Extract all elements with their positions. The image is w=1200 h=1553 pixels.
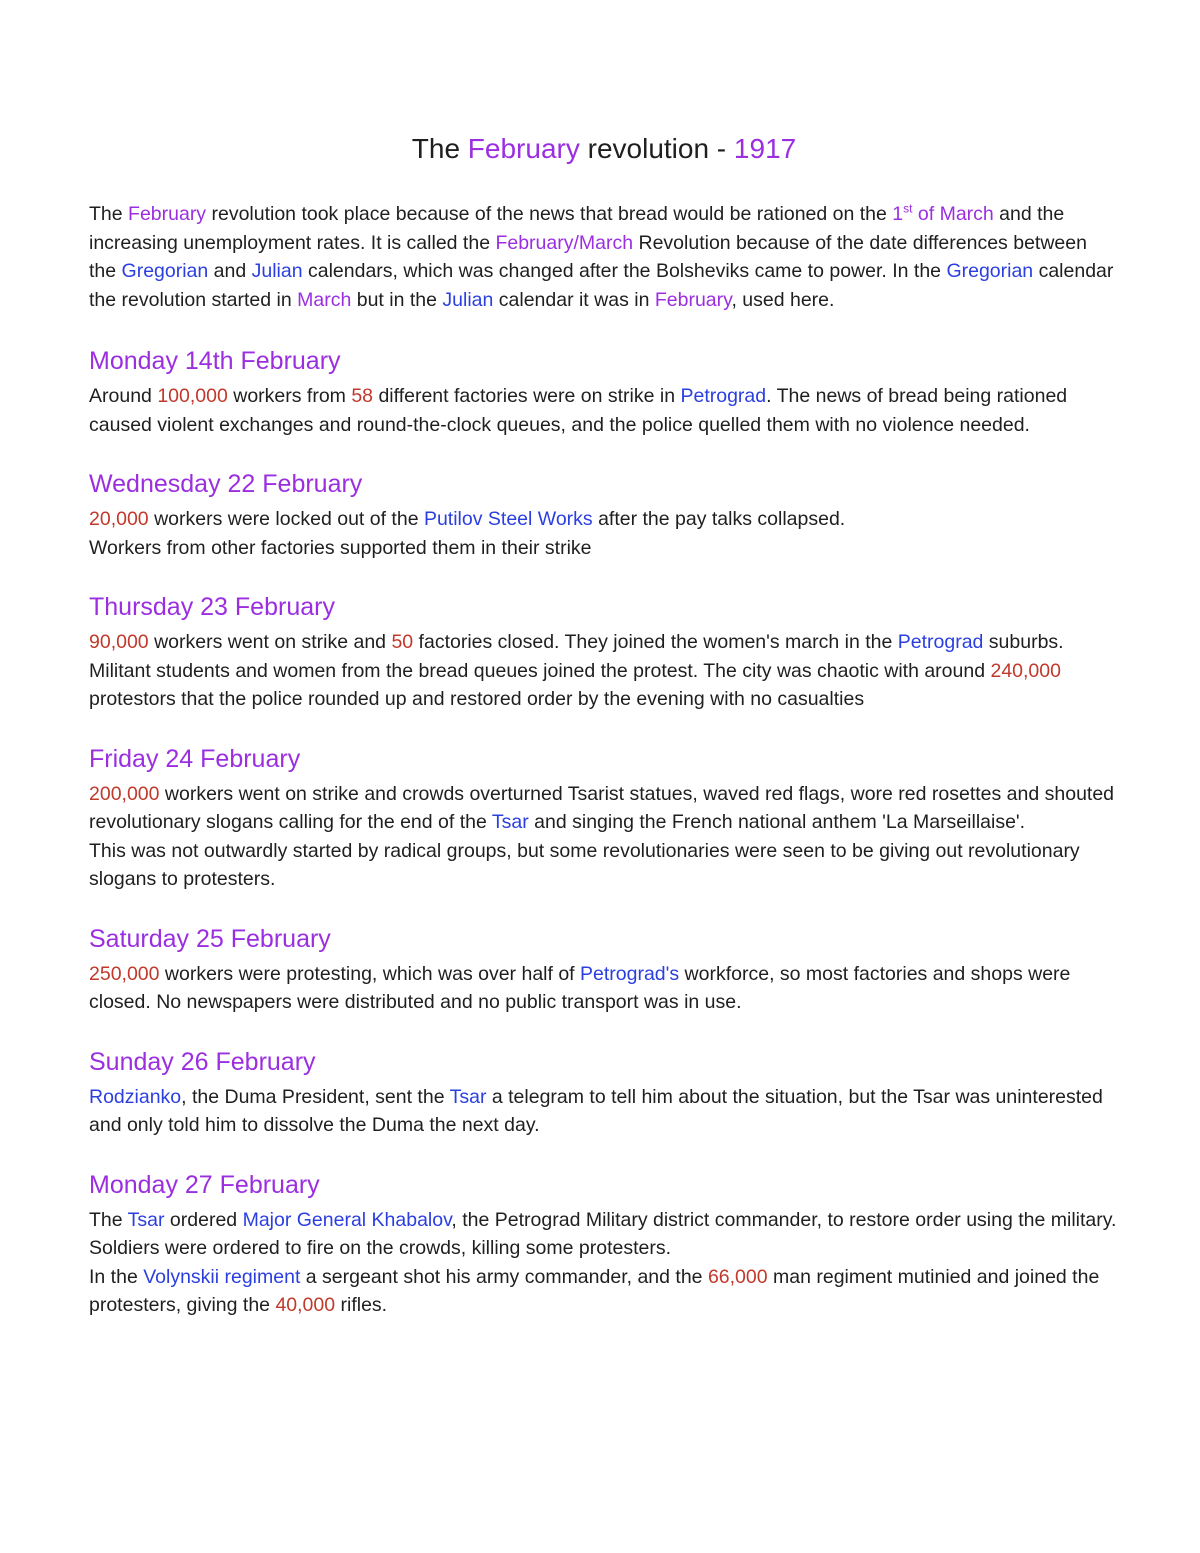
text-run: Julian	[442, 288, 494, 311]
text-run: and the increasing unemployment rates. It is called the	[89, 203, 1065, 254]
section-paragraph	[89, 505, 1119, 534]
text-run: a sergeant shot his army commander, and the	[300, 1265, 708, 1288]
text-run: 40,000	[275, 1294, 336, 1316]
text-run: Rodzianko	[89, 1085, 182, 1108]
text-run: 1917	[733, 133, 797, 164]
section-paragraph	[89, 628, 1119, 714]
section-paragraph	[89, 780, 1119, 837]
text-run: Putilov Steel Works	[423, 508, 593, 530]
text-run: 20,000	[89, 508, 149, 530]
timeline-section	[89, 922, 1119, 1017]
section-paragraph	[89, 1083, 1119, 1140]
text-run: The	[89, 203, 129, 225]
text-run: 240,000	[990, 659, 1061, 682]
text-run: of March	[912, 203, 994, 225]
section-heading: Wednesday 22 February	[89, 470, 363, 498]
text-run: workers went on strike and	[148, 631, 392, 653]
text-run: 250,000	[89, 962, 160, 985]
timeline-section	[89, 1045, 1119, 1140]
text-run: rifles.	[335, 1294, 388, 1316]
text-run: February	[128, 203, 207, 225]
text-run: workers were locked out of the	[148, 508, 424, 530]
text-run: Around	[89, 385, 158, 407]
text-run: workers went on strike and crowds overturned Tsarist statues, waved red flags, wore red rosettes and shouted revolutionary slogans calling for the end of the	[89, 782, 1115, 833]
text-run: 58	[351, 385, 374, 407]
text-run: Julian	[251, 260, 303, 282]
timeline-section	[89, 1168, 1119, 1320]
text-run: , used here.	[731, 288, 835, 311]
text-run: 90,000	[89, 631, 149, 653]
timeline-sections	[89, 344, 1119, 1320]
text-run: after the pay talks collapsed.	[592, 508, 846, 530]
text-run: workers from	[227, 385, 352, 407]
text-run: revolution -	[579, 133, 734, 164]
section-paragraph	[89, 382, 1119, 439]
text-run: calendars, which was changed after the Bolsheviks came to power. In the	[302, 260, 947, 282]
document-title	[89, 130, 1119, 168]
timeline-section	[89, 590, 1119, 714]
text-run: In the	[89, 1265, 144, 1288]
section-heading: Thursday 23 February	[89, 593, 335, 621]
text-run: 200,000	[89, 782, 160, 805]
text-run: 66,000	[707, 1265, 768, 1288]
text-run: ordered	[164, 1208, 243, 1231]
text-run: Workers from other factories supported them in their strike	[89, 536, 592, 559]
text-run: and	[208, 260, 252, 282]
timeline-section	[89, 467, 1119, 562]
section-paragraph	[89, 534, 1119, 563]
document-page	[89, 130, 1119, 1348]
section-heading: Monday 14th February	[89, 347, 341, 375]
text-run: Petrograd	[680, 385, 767, 407]
section-heading: Sunday 26 February	[89, 1047, 316, 1076]
text-run: February	[467, 133, 580, 164]
text-run: Major General Khabalov	[242, 1208, 452, 1231]
text-run: different factories were on strike in	[373, 385, 681, 407]
section-paragraph	[89, 837, 1119, 894]
text-run: 100,000	[157, 385, 228, 407]
text-run: Tsar	[491, 811, 529, 833]
text-run: Petrograd's	[580, 962, 680, 985]
text-run: factories closed. They joined the women's march in the	[413, 631, 898, 653]
text-run: 50	[391, 631, 414, 653]
text-run: Volynskii regiment	[143, 1265, 301, 1288]
text-run: st	[903, 201, 913, 216]
text-run: man regiment mutinied and joined the protesters, giving the	[89, 1265, 1100, 1316]
intro-paragraph	[89, 200, 1119, 314]
text-run: workers were protesting, which was over half of	[159, 962, 581, 985]
text-run: revolution took place because of the news that bread would be rationed on the	[206, 203, 893, 225]
section-paragraph	[89, 960, 1119, 1017]
text-run: suburbs. Militant students and women from the bread queues joined the protest. The city was chaotic with around	[89, 631, 1064, 682]
text-run: March	[297, 288, 352, 311]
text-run: February	[654, 288, 732, 311]
text-run: Petrograd	[897, 631, 984, 653]
text-run: calendar it was in	[493, 288, 655, 311]
section-paragraph	[89, 1263, 1119, 1320]
section-heading: Monday 27 February	[89, 1170, 320, 1199]
text-run: The	[411, 133, 468, 164]
timeline-section	[89, 344, 1119, 439]
section-heading: Friday 24 February	[89, 744, 301, 773]
timeline-section	[89, 742, 1119, 894]
text-run: February/March	[495, 231, 634, 254]
text-run: . The news of bread being rationed caused violent exchanges and round-the-clock queues, and the police quelled them with no violence needed.	[89, 385, 1068, 436]
text-run: , the Petrograd Military district commander, to restore order using the military. Soldiers were ordered to fire on the crowds, killing some protesters.	[89, 1208, 1117, 1259]
text-run: Revolution because of the date differences between the	[89, 231, 1087, 282]
text-run: 1	[892, 203, 904, 225]
text-run: a telegram to tell him about the situation, but the Tsar was uninterested and only told him to dissolve the Duma the next day.	[89, 1085, 1103, 1136]
text-run: Tsar	[127, 1208, 165, 1231]
text-run: Gregorian	[121, 260, 209, 282]
section-heading: Saturday 25 February	[89, 924, 331, 953]
text-run: and singing the French national anthem 'La Marseillaise'.	[528, 811, 1026, 833]
text-run: workforce, so most factories and shops were closed. No newspapers were distributed and no public transport was in use.	[89, 962, 1071, 1013]
text-run: Gregorian	[946, 260, 1034, 282]
text-run: protestors that the police rounded up and restored order by the evening with no casualties	[89, 688, 865, 710]
text-run: This was not outwardly started by radical groups, but some revolutionaries were seen to be giving out revolutionary slogans to protesters.	[89, 839, 1080, 890]
text-run: , the Duma President, sent the	[181, 1085, 450, 1108]
text-run: The	[89, 1208, 128, 1231]
text-run: Tsar	[449, 1085, 487, 1108]
section-paragraph	[89, 1206, 1119, 1263]
text-run: calendar the revolution started in	[89, 260, 1114, 311]
text-run: but in the	[351, 288, 443, 311]
